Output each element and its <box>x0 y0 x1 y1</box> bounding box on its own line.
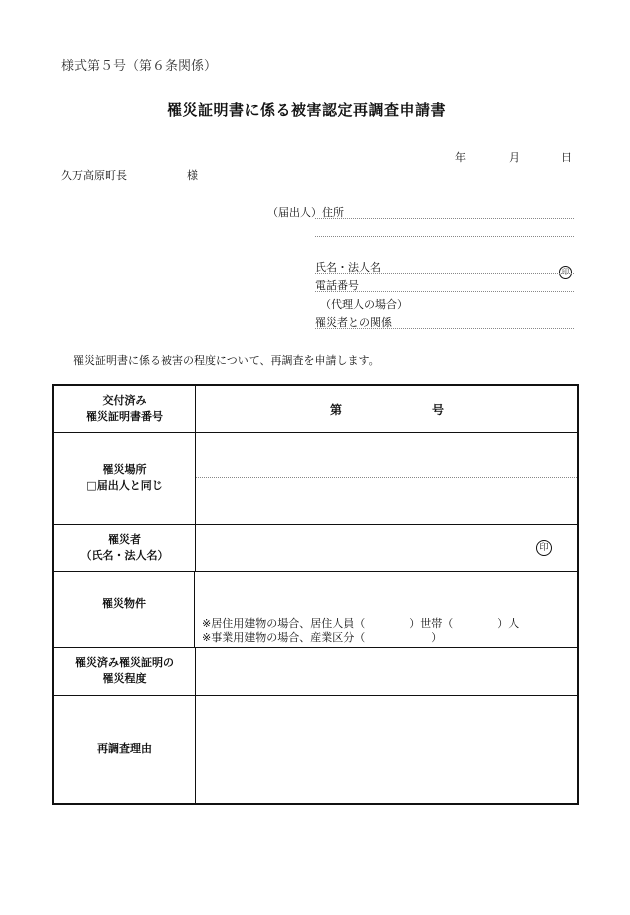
victim-label <box>54 524 196 571</box>
row-reason <box>54 695 577 803</box>
row-location <box>54 432 577 525</box>
name-line[interactable] <box>315 273 574 274</box>
relation-label: 罹災者との関係 <box>315 316 392 329</box>
degree-label-line1: 罹災済み罹災証明の <box>75 656 174 669</box>
row-victim <box>54 524 577 572</box>
application-statement: 罹災証明書に係る被害の程度について、再調査を申請します。 <box>73 354 380 367</box>
victim-label-line1: 罹災者 <box>108 532 141 546</box>
residential-note: ※居住用建物の場合、居住人員（ ）世帯（ ）人 <box>202 617 520 630</box>
victim-field[interactable] <box>196 524 577 571</box>
cert-number-label-line1: 交付済み <box>102 394 147 407</box>
phone-line[interactable] <box>315 291 574 292</box>
addressee: 久万高原町長 <box>61 169 127 182</box>
cert-number-label-line2: 罹災証明書番号 <box>86 410 163 423</box>
location-label <box>54 432 196 524</box>
row-certificate-number <box>54 386 577 433</box>
name-seal <box>559 259 572 279</box>
reason-label <box>54 695 196 803</box>
location-field[interactable] <box>196 432 577 524</box>
address-line-1[interactable] <box>315 218 574 219</box>
location-divider <box>196 477 577 478</box>
business-note: ※事業用建物の場合、産業区分（ ） <box>202 631 443 644</box>
row-damage-degree <box>54 647 577 696</box>
address-line-2[interactable] <box>315 236 574 237</box>
location-label-line1: 罹災場所 <box>102 463 147 476</box>
cert-number-field[interactable] <box>196 386 577 432</box>
property-label <box>54 571 195 647</box>
reason-label-text: 再調査理由 <box>97 742 152 755</box>
property-field[interactable] <box>196 571 577 647</box>
row-property <box>54 571 577 648</box>
degree-label-line2: 罹災程度 <box>102 672 147 685</box>
seal-icon: 印 <box>536 540 552 556</box>
phone-label: 電話番号 <box>315 279 359 292</box>
date-year: 年 <box>455 151 466 164</box>
victim-seal <box>536 540 552 556</box>
degree-label <box>54 647 196 695</box>
addressee-suffix: 様 <box>187 169 198 182</box>
cert-number-label <box>54 386 196 432</box>
application-table <box>52 384 579 805</box>
relation-line[interactable] <box>315 328 574 329</box>
cert-number-suffix: 号 <box>432 403 445 417</box>
cert-number-prefix: 第 <box>330 403 343 417</box>
same-as-applicant-checkbox[interactable]: □届出人と同じ <box>86 479 163 492</box>
seal-icon: 印 <box>559 266 572 279</box>
form-number: 様式第５号（第６条関係） <box>61 59 218 74</box>
property-label-text: 罹災物件 <box>102 597 146 610</box>
date-month: 月 <box>509 151 520 164</box>
date-day: 日 <box>561 151 572 164</box>
degree-field[interactable] <box>196 647 577 695</box>
address-label: （届出人）住所 <box>267 206 344 219</box>
document-title: 罹災証明書に係る被害認定再調査申請書 <box>167 101 447 119</box>
reason-field[interactable] <box>196 695 577 803</box>
proxy-note: （代理人の場合） <box>320 298 408 311</box>
victim-label-line2: （氏名・法人名） <box>80 548 169 562</box>
name-label: 氏名・法人名 <box>315 261 381 274</box>
